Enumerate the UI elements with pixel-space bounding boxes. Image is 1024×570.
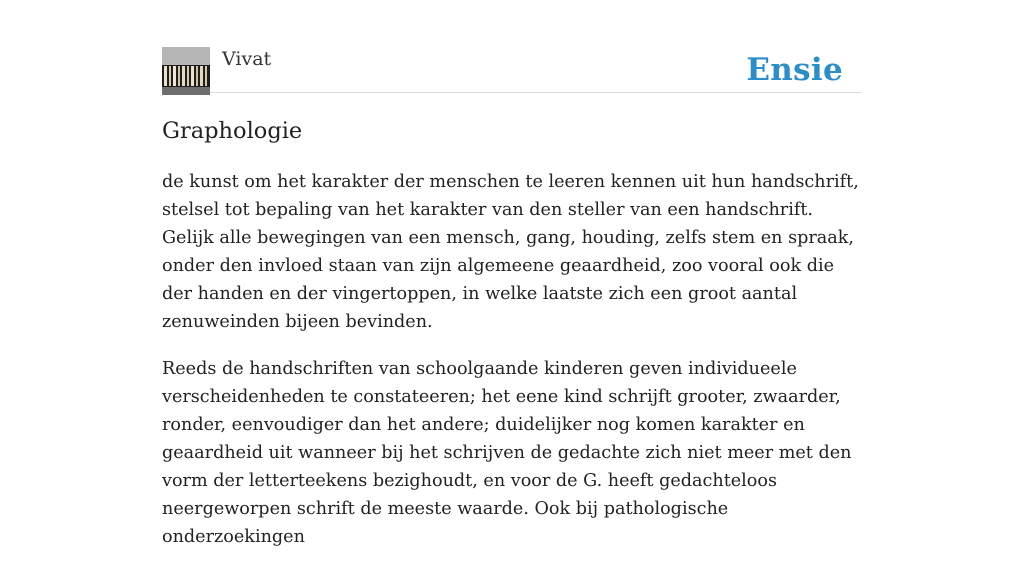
author-avatar[interactable] (162, 47, 210, 95)
page-title: Graphologie (162, 118, 303, 144)
article-paragraph: Reeds de handschriften van schoolgaande kinderen geven individueele verscheidenheden te constateeren; het eene kind schrijft grooter, zwaarder, ronder, eenvoudiger dan het andere; duidelijker nog komen karakter en geaardheid uit wanneer bij het schrijven de gedachte zich niet meer met den vorm der letterteekens bezighoudt, en voor de G. heeft gedachteloos neergeworpen schrift de meeste waarde. Ook bij pathologische onderzoekingen (162, 359, 852, 547)
bookshelf-avatar-icon (162, 47, 210, 95)
article-body (162, 168, 862, 570)
article-paragraph: de kunst om het karakter der menschen te leeren kennen uit hun handschrift, stelsel tot bepaling van het karakter van den steller van een handschrift. Gelijk alle bewegingen van een mensch, gang, houding, zelfs stem en spraak, onder den invloed staan van zijn algemeene geaardheid, zoo vooral ook die der handen en der vingertoppen, in welke laatste zich een groot aantal zenuweinden bijeen bevinden. (162, 172, 859, 332)
author-name[interactable]: Vivat (222, 48, 272, 70)
site-header (162, 46, 862, 93)
ensie-logo[interactable]: Ensie (746, 52, 843, 88)
